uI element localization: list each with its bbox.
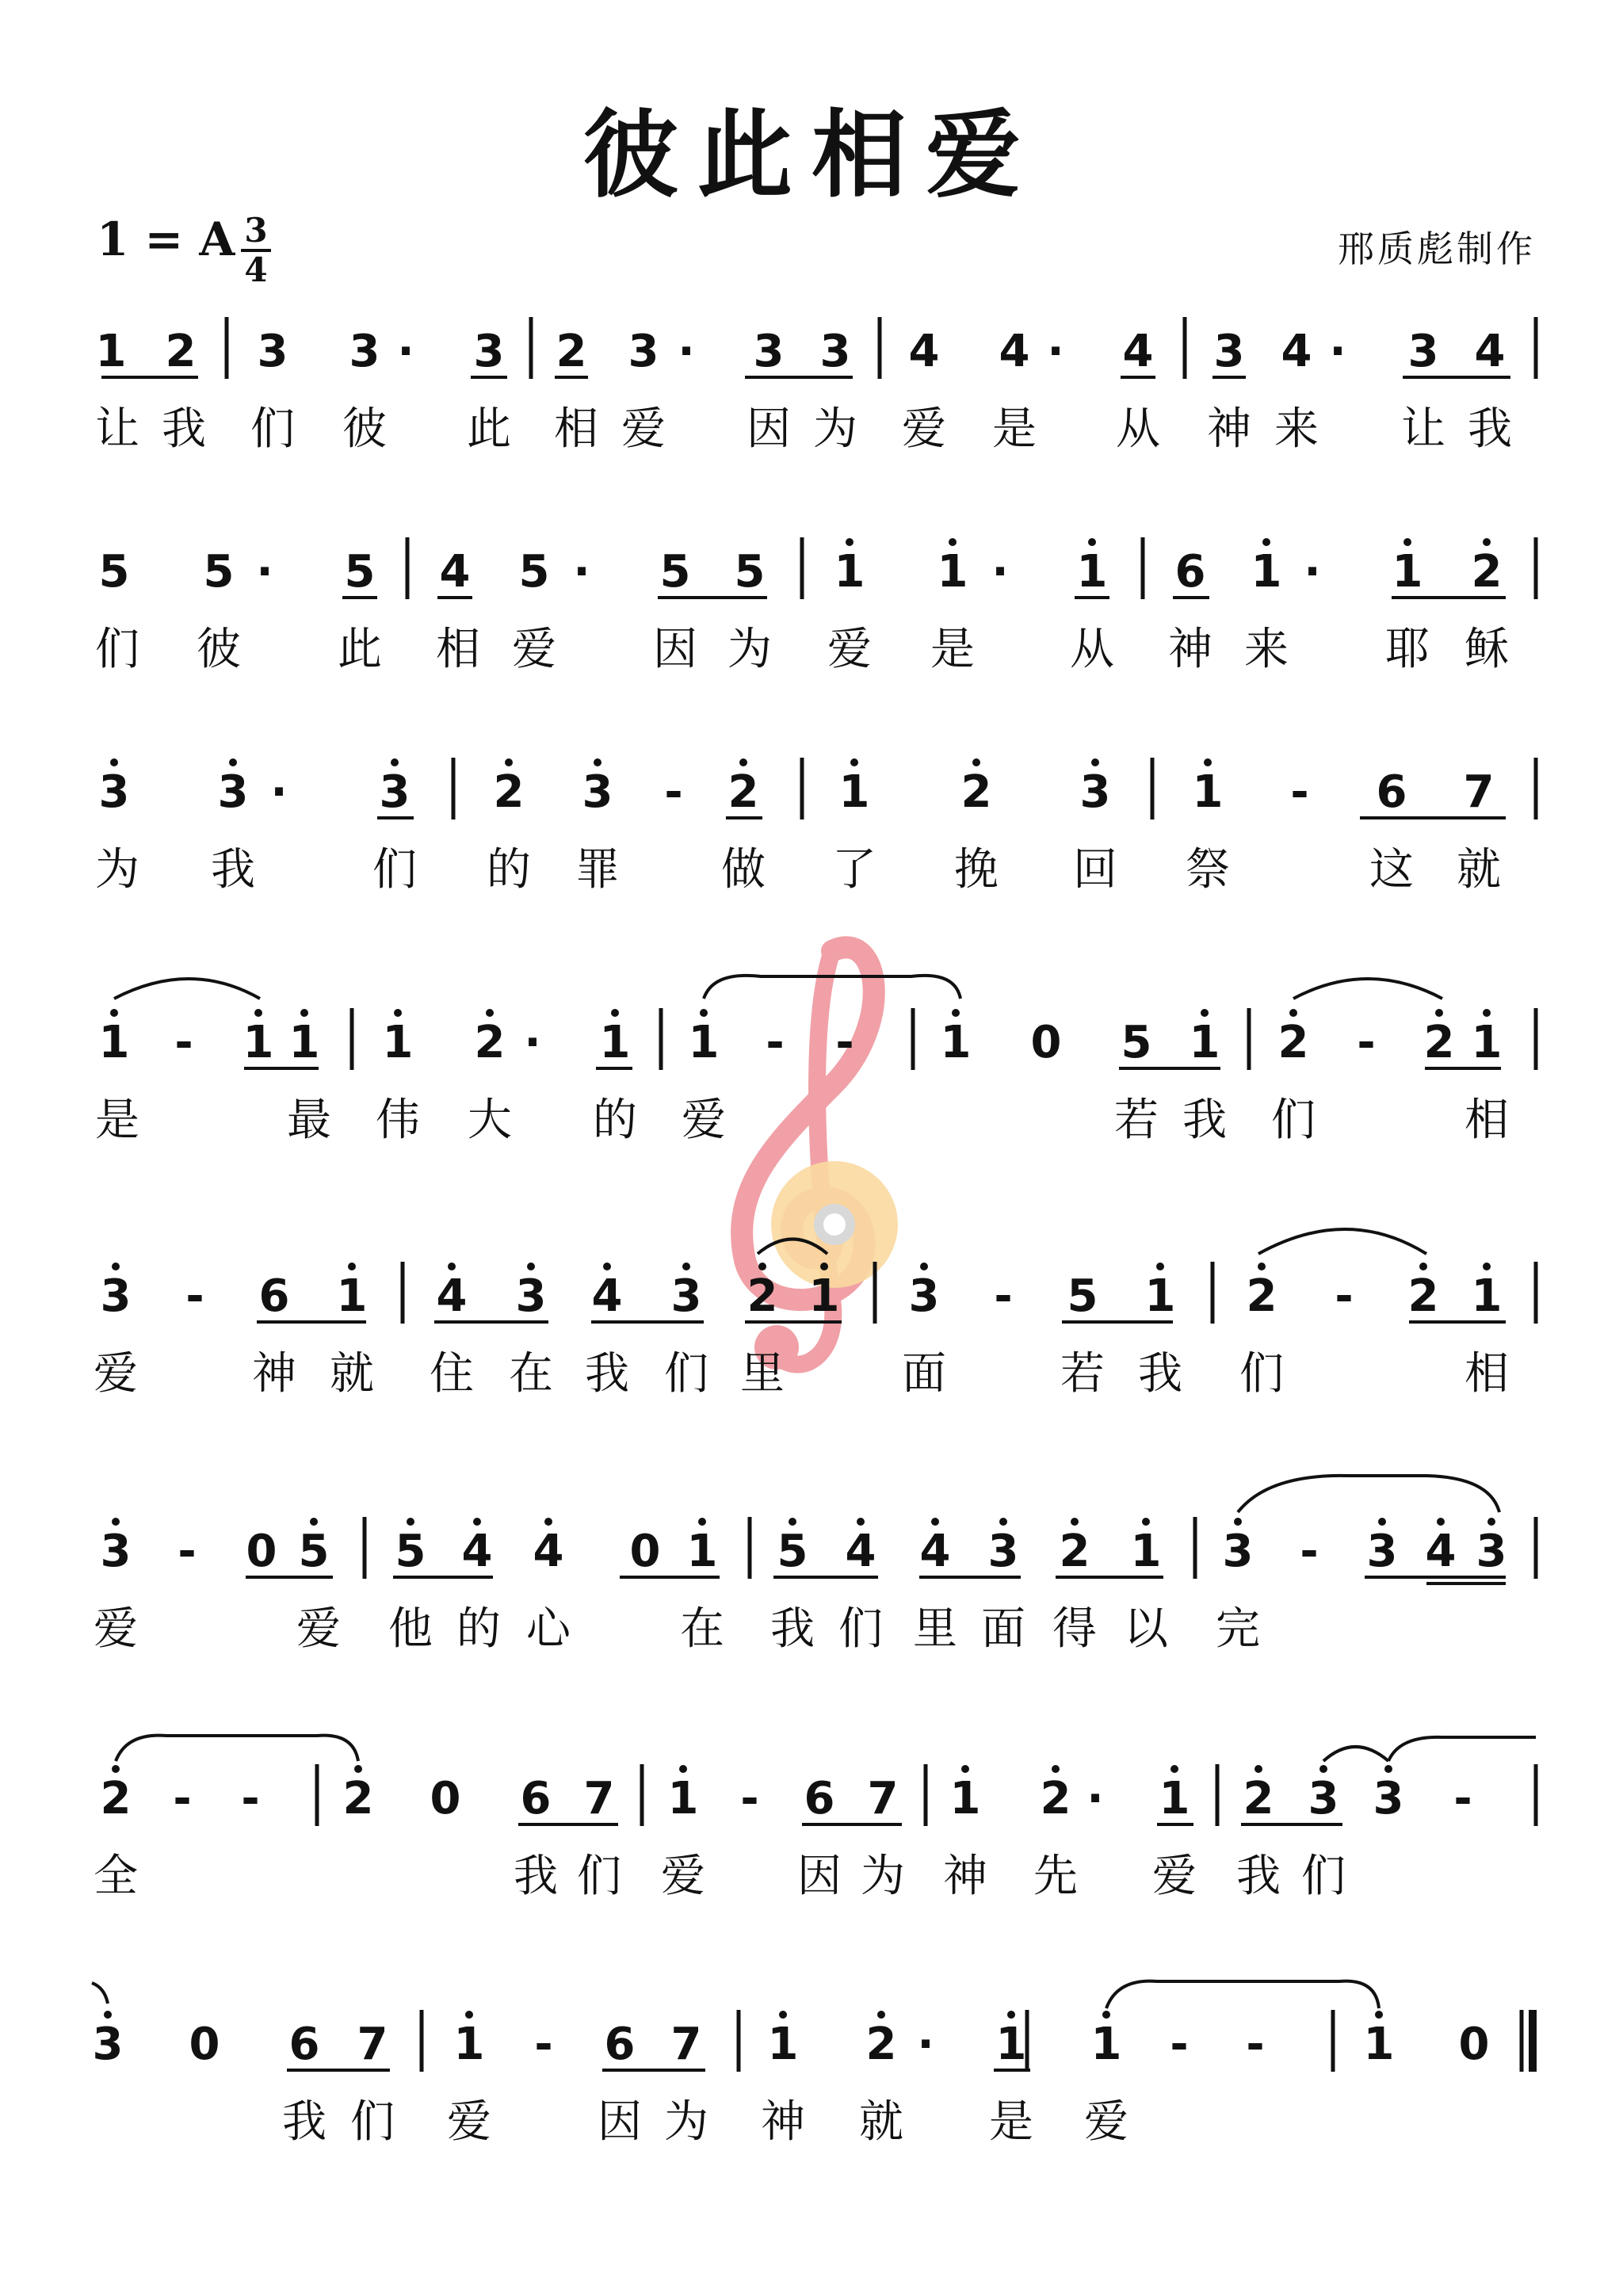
note: 5 <box>777 1526 808 1577</box>
lyric: 因 <box>653 624 697 675</box>
lyric: 我 <box>770 1603 815 1655</box>
lyric: 耶 <box>1385 624 1430 675</box>
note: - <box>1335 1270 1354 1322</box>
note: 2 <box>165 326 197 377</box>
note: 0 <box>629 1526 661 1577</box>
lyric: 这 <box>1369 844 1414 896</box>
note: 1 <box>1392 546 1423 598</box>
note: 2 <box>1423 1017 1455 1068</box>
note: 3 <box>217 766 249 818</box>
lyric: 为 <box>95 844 139 896</box>
note: 1 <box>1192 766 1224 818</box>
note: 7 <box>1463 766 1495 818</box>
lyric: 为 <box>664 2096 708 2148</box>
note: 1 <box>667 1773 699 1824</box>
note: 7 <box>867 1773 899 1824</box>
note: 4 <box>1281 326 1312 377</box>
note: 2 <box>474 1017 506 1068</box>
lyric: 神 <box>1207 403 1251 455</box>
lyric: 因 <box>598 2096 642 2148</box>
note: 7 <box>583 1773 615 1824</box>
lyric: 就 <box>859 2096 903 2148</box>
note: 2 <box>1277 1017 1309 1068</box>
system-2 <box>95 537 1536 675</box>
note: 6 <box>520 1773 552 1824</box>
note: - <box>1246 2019 1265 2070</box>
lyric: 我 <box>162 403 206 455</box>
lyric: 相 <box>1465 1095 1509 1146</box>
note: 3 <box>100 1270 132 1322</box>
lyric: 神 <box>252 1348 296 1400</box>
lyric: 全 <box>94 1851 138 1902</box>
lyric: 就 <box>1457 844 1501 896</box>
note: 0 <box>246 1526 277 1577</box>
lyric: 我 <box>585 1348 629 1400</box>
note: 3 <box>92 2019 124 2070</box>
lyric: 神 <box>761 2096 805 2148</box>
song-title: 彼此相爱 <box>583 99 1040 211</box>
system-6 <box>94 1476 1536 1655</box>
note: - <box>534 2019 553 2070</box>
lyric: 是 <box>989 2096 1033 2148</box>
note: - <box>1300 1526 1319 1577</box>
lyric: 若 <box>1060 1348 1105 1400</box>
lyric: 做 <box>721 844 766 896</box>
note: 1 <box>949 1773 981 1824</box>
lyric: 爱 <box>512 624 556 675</box>
note: 1 <box>1076 546 1108 598</box>
lyric: 从 <box>1116 403 1160 455</box>
lyric: 相 <box>554 403 598 455</box>
lyric: 我 <box>1236 1851 1281 1902</box>
lyric: 们 <box>250 403 295 455</box>
note: 2 <box>1246 1270 1277 1322</box>
note: 2 <box>493 766 525 818</box>
note: 6 <box>1174 546 1206 598</box>
lyric: 因 <box>797 1851 842 1902</box>
note: 1 <box>838 766 870 818</box>
author-credit: 邢质彪制作 <box>1338 227 1536 270</box>
note: 1 <box>336 1270 368 1322</box>
note: 2 <box>100 1773 132 1824</box>
note: 1 <box>1144 1270 1176 1322</box>
system-5 <box>94 1229 1536 1400</box>
lyric: 彼 <box>197 624 241 675</box>
note: 4 <box>439 546 471 598</box>
note: 4 <box>845 1526 876 1577</box>
lyric: 为 <box>727 624 772 675</box>
lyric: 得 <box>1052 1603 1097 1655</box>
note: 1 <box>1251 546 1282 598</box>
lyric: 此 <box>467 403 511 455</box>
note: · <box>1304 546 1321 598</box>
note: 6 <box>1376 766 1407 818</box>
lyric: 的 <box>487 844 531 896</box>
lyric: 我 <box>1182 1095 1227 1146</box>
lyric: 面 <box>981 1603 1025 1655</box>
note: 1 <box>1090 2019 1122 2070</box>
note: 4 <box>908 326 940 377</box>
lyric: 们 <box>372 844 417 896</box>
note: 4 <box>591 1270 623 1322</box>
note: - <box>664 766 683 818</box>
lyric: 先 <box>1033 1851 1078 1902</box>
note: 3 <box>908 1270 940 1322</box>
note: · <box>573 546 590 598</box>
note: 5 <box>344 546 376 598</box>
note: 3 <box>1373 1773 1404 1824</box>
lyric: 相 <box>1465 1348 1509 1400</box>
note: 4 <box>436 1270 468 1322</box>
lyric: 从 <box>1070 624 1114 675</box>
lyric: 相 <box>436 624 480 675</box>
lyric: 最 <box>287 1095 331 1146</box>
note: 2 <box>556 326 587 377</box>
note: 3 <box>670 1270 702 1322</box>
lyric: 我 <box>211 844 255 896</box>
note: 3 <box>1366 1526 1398 1577</box>
lyric: 们 <box>350 2096 395 2148</box>
note: - <box>835 1017 854 1068</box>
note: 5 <box>1067 1270 1098 1322</box>
lyric: 在 <box>509 1348 553 1400</box>
note: 3 <box>515 1270 547 1322</box>
note: 4 <box>1122 326 1154 377</box>
note: 2 <box>747 1270 778 1322</box>
note: 1 <box>686 1526 718 1577</box>
note: 6 <box>804 1773 835 1824</box>
note: · <box>397 326 414 377</box>
lyric: 爱 <box>94 1348 138 1400</box>
note: 2 <box>1040 1773 1071 1824</box>
note: 5 <box>659 546 691 598</box>
note: · <box>678 326 695 377</box>
lyric: 罪 <box>575 844 620 896</box>
lyric: 因 <box>747 403 791 455</box>
lyric: 爱 <box>902 403 946 455</box>
note: - <box>174 1017 193 1068</box>
lyric: 住 <box>430 1348 474 1400</box>
note: 1 <box>382 1017 414 1068</box>
note: · <box>991 546 1009 598</box>
note: 1 <box>1363 2019 1395 2070</box>
note: - <box>740 1773 759 1824</box>
note: 3 <box>1079 766 1111 818</box>
lyric: 是 <box>992 403 1037 455</box>
note: 4 <box>1425 1526 1457 1577</box>
note: 7 <box>670 2019 702 2070</box>
lyric: 让 <box>1401 403 1445 455</box>
note: 5 <box>518 546 550 598</box>
lyric: 我 <box>514 1851 558 1902</box>
lyric: 稣 <box>1465 624 1509 675</box>
note: 0 <box>430 1773 461 1824</box>
lyric: 完 <box>1216 1603 1260 1655</box>
lyric: 彼 <box>342 403 387 455</box>
note: 3 <box>582 766 613 818</box>
note: 7 <box>357 2019 388 2070</box>
lyric: 我 <box>1468 403 1512 455</box>
note: 6 <box>288 2019 320 2070</box>
note: · <box>1047 326 1064 377</box>
lyric: 就 <box>330 1348 374 1400</box>
note: 3 <box>753 326 785 377</box>
lyric: 里 <box>740 1348 785 1400</box>
time-signature-numerator: 3 <box>244 211 268 250</box>
note: 1 <box>98 1017 130 1068</box>
lyric: 爱 <box>447 2096 491 2148</box>
note: 3 <box>1222 1526 1254 1577</box>
note: 3 <box>1407 326 1439 377</box>
note: 6 <box>258 1270 290 1322</box>
time-signature-denominator: 4 <box>244 250 268 289</box>
lyric: 让 <box>95 403 139 455</box>
lyric: 来 <box>1274 403 1319 455</box>
lyric: 们 <box>1301 1851 1346 1902</box>
note: - <box>1290 766 1309 818</box>
note: 1 <box>1471 1017 1503 1068</box>
note: 1 <box>995 2019 1027 2070</box>
lyric: 是 <box>930 624 975 675</box>
lyric: 的 <box>456 1603 501 1655</box>
note: 3 <box>819 326 851 377</box>
lyric: 祭 <box>1186 844 1230 896</box>
note: 3 <box>1308 1773 1339 1824</box>
lyric: 们 <box>95 624 139 675</box>
lyric: 回 <box>1073 844 1117 896</box>
note: 2 <box>865 2019 897 2070</box>
lyric: 神 <box>943 1851 987 1902</box>
lyric: 爱 <box>621 403 666 455</box>
note: · <box>1086 1773 1104 1824</box>
note: · <box>270 766 288 818</box>
note: 1 <box>242 1017 274 1068</box>
lyric: 挽 <box>954 844 999 896</box>
lyric: 若 <box>1114 1095 1159 1146</box>
note: 3 <box>379 766 411 818</box>
lyric: 为 <box>861 1851 905 1902</box>
note: 5 <box>203 546 235 598</box>
note: 2 <box>960 766 992 818</box>
lyric: 们 <box>1271 1095 1316 1146</box>
note: 5 <box>98 546 130 598</box>
lyric: 里 <box>913 1603 957 1655</box>
lyric: 此 <box>338 624 382 675</box>
note: - <box>185 1270 204 1322</box>
lyric: 们 <box>1239 1348 1284 1400</box>
note: 1 <box>453 2019 485 2070</box>
key-signature: 1 = A <box>97 212 235 266</box>
note: 2 <box>1059 1526 1090 1577</box>
note: 4 <box>461 1526 493 1577</box>
note: 2 <box>727 766 759 818</box>
note: - <box>766 1017 785 1068</box>
lyric: 伟 <box>376 1095 420 1146</box>
note: 0 <box>1458 2019 1490 2070</box>
lyric: 为 <box>813 403 857 455</box>
lyric: 在 <box>680 1603 724 1655</box>
system-8 <box>92 1981 1533 2148</box>
note: 2 <box>1243 1773 1274 1824</box>
lyric: 面 <box>902 1348 946 1400</box>
note: 5 <box>1121 1017 1152 1068</box>
note: 1 <box>940 1017 972 1068</box>
note: 2 <box>1407 1270 1439 1322</box>
note: - <box>994 1270 1013 1322</box>
note: 3 <box>349 326 380 377</box>
note: 1 <box>95 326 127 377</box>
note: 1 <box>937 546 968 598</box>
note: - <box>1453 1773 1472 1824</box>
lyric: 来 <box>1244 624 1289 675</box>
lyric: 我 <box>282 2096 327 2148</box>
note: 5 <box>395 1526 426 1577</box>
note: 2 <box>1471 546 1503 598</box>
lyric: 他 <box>388 1603 433 1655</box>
note: - <box>1357 1017 1376 1068</box>
lyric: 我 <box>1138 1348 1182 1400</box>
note: 1 <box>688 1017 720 1068</box>
note: 1 <box>834 546 865 598</box>
system-7 <box>94 1736 1536 1902</box>
lyric: 神 <box>1168 624 1212 675</box>
note: 4 <box>919 1526 951 1577</box>
note: 1 <box>288 1017 320 1068</box>
note: 2 <box>342 1773 374 1824</box>
note: · <box>524 1017 541 1068</box>
note: 1 <box>767 2019 799 2070</box>
note: 3 <box>628 326 659 377</box>
system-1 <box>95 317 1536 455</box>
note: 3 <box>257 326 288 377</box>
lyric: 大 <box>468 1095 512 1146</box>
note: 1 <box>1159 1773 1190 1824</box>
note: 0 <box>1030 1017 1062 1068</box>
note: - <box>178 1526 197 1577</box>
lyric: 爱 <box>1152 1851 1197 1902</box>
lyric: 爱 <box>682 1095 726 1146</box>
note: 4 <box>1474 326 1506 377</box>
lyric: 心 <box>526 1603 571 1655</box>
note: 1 <box>1130 1526 1162 1577</box>
note: - <box>1170 2019 1189 2070</box>
note: - <box>173 1773 192 1824</box>
note: 1 <box>1189 1017 1220 1068</box>
lyric: 们 <box>838 1603 883 1655</box>
note: 4 <box>999 326 1030 377</box>
note: 6 <box>604 2019 636 2070</box>
lyric: 爱 <box>827 624 872 675</box>
lyric: 爱 <box>94 1603 138 1655</box>
system-4 <box>95 976 1536 1146</box>
note: 3 <box>1213 326 1245 377</box>
note: 3 <box>987 1526 1019 1577</box>
note: 4 <box>533 1526 564 1577</box>
note: · <box>1329 326 1346 377</box>
lyric: 是 <box>95 1095 139 1146</box>
note: · <box>917 2019 934 2070</box>
note: 1 <box>599 1017 631 1068</box>
note: - <box>241 1773 260 1824</box>
lyric: 们 <box>577 1851 621 1902</box>
note: · <box>256 546 273 598</box>
lyric: 们 <box>664 1348 708 1400</box>
note: 3 <box>100 1526 132 1577</box>
system-3 <box>95 758 1536 896</box>
lyric: 爱 <box>1084 2096 1128 2148</box>
lyric: 的 <box>593 1095 637 1146</box>
lyric: 了 <box>832 844 876 896</box>
note: 5 <box>734 546 766 598</box>
note: 1 <box>1471 1270 1503 1322</box>
note: 5 <box>298 1526 330 1577</box>
lyric: 爱 <box>661 1851 705 1902</box>
note: 1 <box>808 1270 840 1322</box>
lyric: 以 <box>1124 1603 1168 1655</box>
note: 3 <box>1476 1526 1507 1577</box>
note: 3 <box>473 326 505 377</box>
note: 3 <box>98 766 130 818</box>
note: 0 <box>189 2019 220 2070</box>
lyric: 爱 <box>296 1603 341 1655</box>
